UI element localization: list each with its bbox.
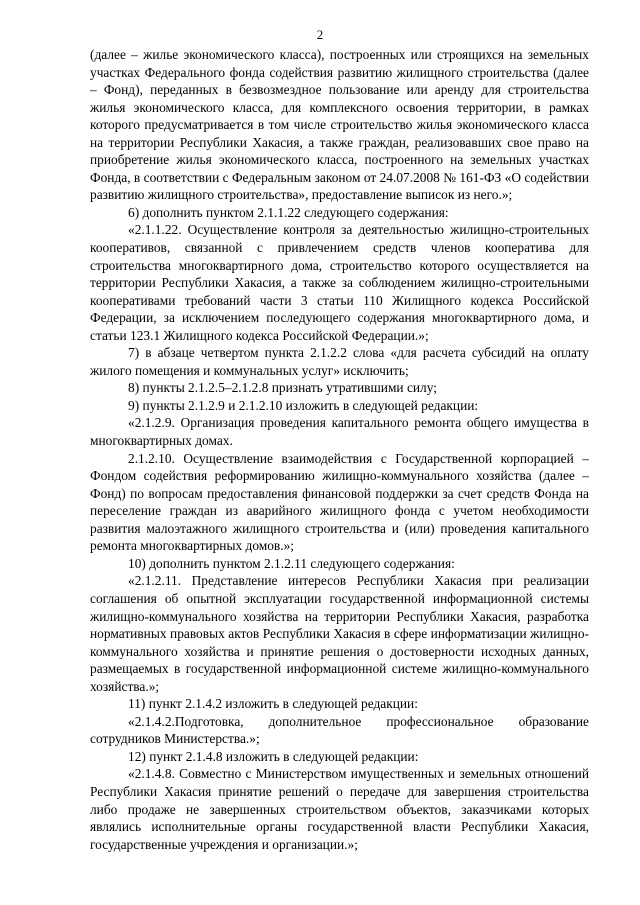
paragraph-item-9: 9) пункты 2.1.2.9 и 2.1.2.10 изложить в следующей редакции: (128, 397, 479, 413)
page-number: 2 (316, 27, 324, 42)
paragraph-clause-2-1-4-2: «2.1.4.2.Подготовка, дополнительное профессиональное образование сотрудников Министерства.»; (90, 713, 589, 747)
paragraph-item-12: 12) пункт 2.1.4.8 изложить в следующей редакции: (128, 748, 419, 764)
paragraph-item-10: 10) дополнить пунктом 2.1.2.11 следующего содержания: (128, 555, 455, 571)
paragraph-clause-2-1-2-10: 2.1.2.10. Осуществление взаимодействия с Государственной корпорацией – Фондом содействия реформированию жилищно-коммунального хозяйства (далее – Фонд) по вопросам предоставления финансовой поддержки за счет средств Фонда на переселение граждан из аварийного жилищного фонда с учетом необходимости развития малоэтажного жилищного строительства и (или) проведения капитального ремонта многоквартирных домов.»; (90, 450, 589, 554)
paragraph-clause-2-1-2-9: «2.1.2.9. Организация проведения капитального ремонта общего имущества в многоквартирных домах. (90, 415, 589, 449)
paragraph-item-6: 6) дополнить пунктом 2.1.1.22 следующего содержания: (128, 204, 449, 220)
paragraph-cont-1: (далее – жилье экономического класса), построенных или строящихся на земельных участках Федерального фонда содействия развитию жилищного строительства (далее – Фонд), переданных в безвозмездное пользование или аренду для строительства жилья экономического класса, для комплексного освоения территории, в рамках которого предусматривается в том числе строительство жилья экономического класса на территории Республики Хакасия, а также граждан, реализовавших свое право на приобретение жилья экономического класса, построенного на земельных участках Фонда, в соответствии с Федеральным законом от 24.07.2008 № 161-ФЗ «О содействии развитию жилищного строительства», предоставление выписок из него.»; (90, 47, 589, 203)
document-body (90, 46, 589, 853)
paragraph-clause-2-1-2-11: «2.1.2.11. Представление интересов Республики Хакасия при реализации соглашения об опытной эксплуатации государственной информационной системы жилищно-коммунального хозяйства на территории Республики Хакасия, разработка нормативных правовых актов Республики Хакасия в сфере информатизации жилищно-коммунального хозяйства и принятие решения о достоверности исходных данных, размещаемых в государственной информационной системе жилищно-коммунального хозяйства.»; (90, 573, 589, 694)
paragraph-clause-2-1-4-8: «2.1.4.8. Совместно с Министерством имущественных и земельных отношений Республики Хакасия принятие решений о передаче для завершения строительства либо продаже не завершенных строительством объектов, заказчиками которых являлись исполнительные органы государственной власти Республики Хакасия, государственные учреждения и организации.»; (90, 766, 589, 852)
paragraph-item-11: 11) пункт 2.1.4.2 изложить в следующей редакции: (128, 696, 418, 712)
paragraph-item-7: 7) в абзаце четвертом пункта 2.1.2.2 слова «для расчета субсидий на оплату жилого помещения и коммунальных услуг» исключить; (90, 345, 589, 378)
paragraph-clause-2-1-1-22: «2.1.1.22. Осуществление контроля за деятельностью жилищно-строительных кооперативов, связанной с привлечением средств членов кооператива для строительства многоквартирного дома, строительство которого осуществляется на территории Республики Хакасия, а также за соблюдением жилищно-строительными кооперативами требований части 3 статьи 110 Жилищного кодекса Российской Федерации, за исключением последующего содержания многоквартирного дома, и статьи 123.1 Жилищного кодекса Российской Федерации.»; (90, 222, 589, 343)
paragraph-item-8: 8) пункты 2.1.2.5–2.1.2.8 признать утратившими силу; (128, 380, 437, 396)
